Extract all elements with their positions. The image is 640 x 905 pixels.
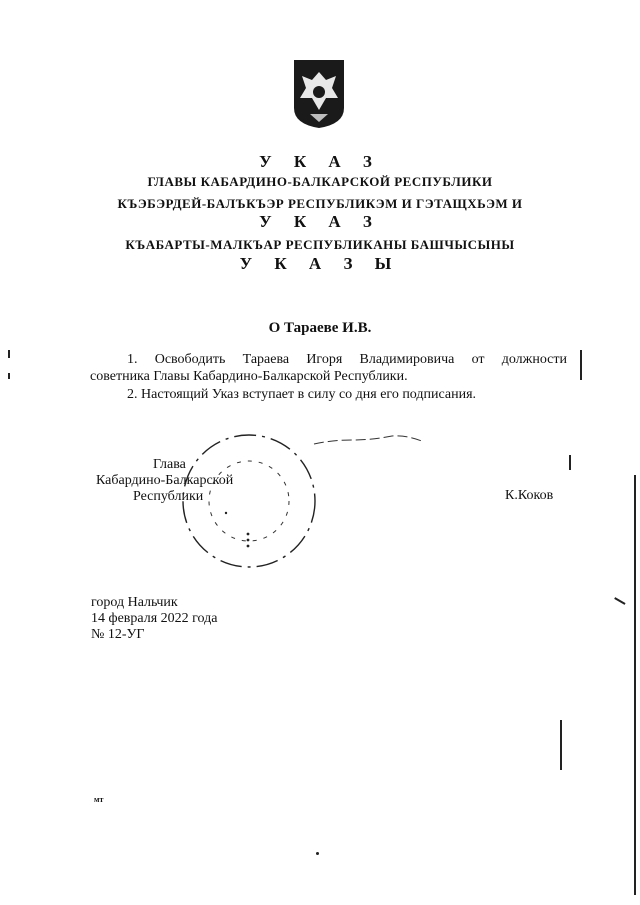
official-seal <box>176 428 322 574</box>
handwritten-signature <box>312 430 432 450</box>
decree-number: № 12-УГ <box>91 627 145 642</box>
scan-mark <box>634 475 636 895</box>
signatory-role-line-3: Республики <box>133 489 204 504</box>
signatory-role-line-1: Глава <box>153 457 186 472</box>
scan-mark <box>560 720 562 770</box>
scan-mark <box>316 852 319 855</box>
paragraph-2: 2. Настоящий Указ вступает в силу со дня его подписания. <box>127 387 477 402</box>
scan-mark <box>8 350 10 358</box>
coat-of-arms-emblem <box>292 58 346 130</box>
issue-date: 14 февраля 2022 года <box>91 611 218 626</box>
scan-mark <box>614 597 625 604</box>
decree-heading-ru: У К А З <box>259 152 381 171</box>
decree-heading-krc: У К А З Ы <box>239 254 401 273</box>
paragraph-1-line-2: советника Главы Кабардино-Балкарской Республики. <box>90 369 408 384</box>
signatory-role-line-2: Кабардино-Балкарской <box>96 473 234 488</box>
decree-authority-krc: КЪАБАРТЫ-МАЛКЪАР РЕСПУБЛИКАНЫ БАШЧЫСЫНЫ <box>125 237 515 252</box>
executor-initials: мт <box>94 795 104 804</box>
scan-mark <box>8 373 10 379</box>
decree-heading-kbd: У К А З <box>259 212 381 231</box>
issue-city: город Нальчик <box>91 595 178 610</box>
paragraph-1-line-1: 1. Освободить Тараева Игоря Владимировича от должности <box>127 352 567 367</box>
scan-mark <box>580 350 582 380</box>
decree-authority-kbd: КЪЭБЭРДЕЙ-БАЛЪКЪЭР РЕСПУБЛИКЭМ И ГЭТАЩХЬЭМ И <box>117 196 523 211</box>
signatory-name: К.Коков <box>505 488 554 503</box>
scan-mark <box>569 455 571 470</box>
decree-title: О Тараеве И.В. <box>268 320 372 336</box>
decree-authority-ru: ГЛАВЫ КАБАРДИНО-БАЛКАРСКОЙ РЕСПУБЛИКИ <box>147 174 493 189</box>
